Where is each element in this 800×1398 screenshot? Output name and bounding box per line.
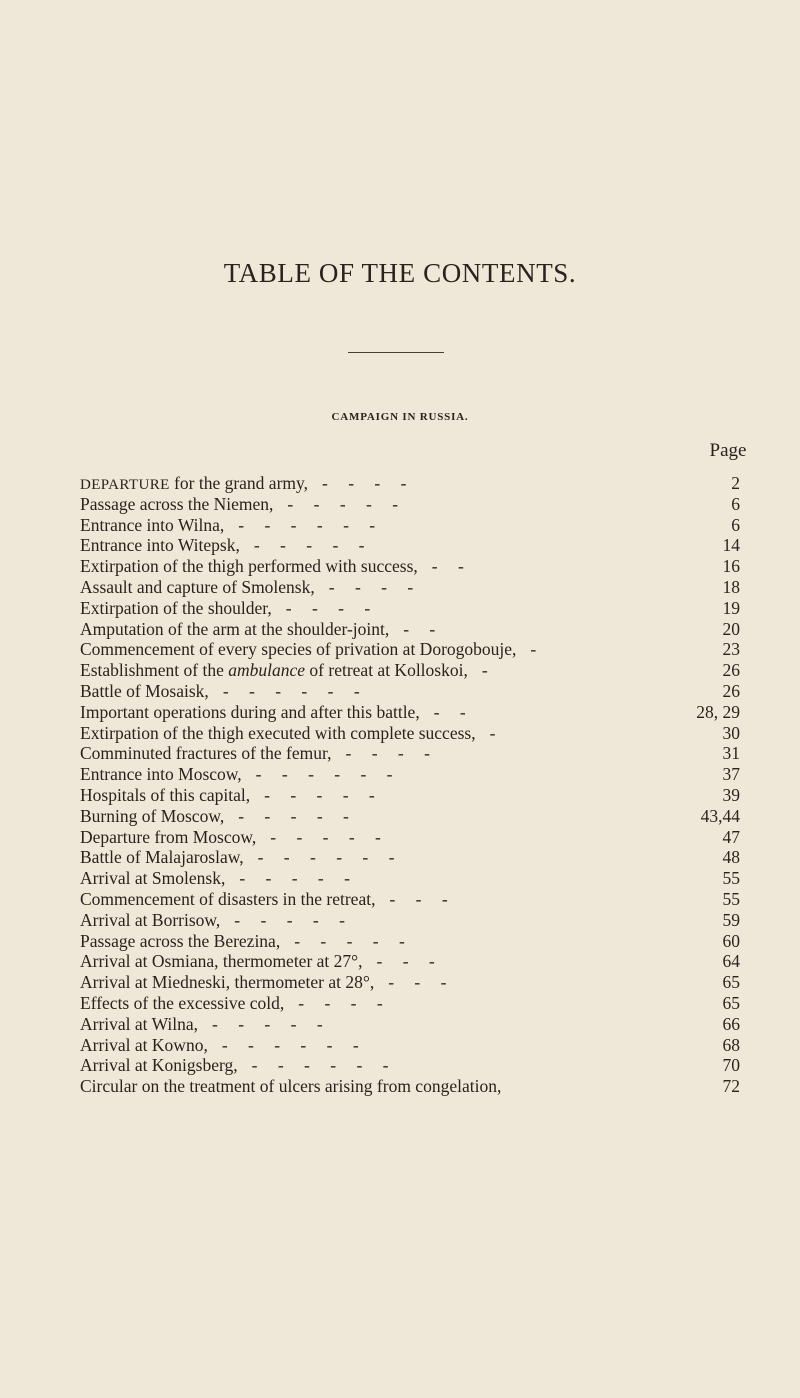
contents-entry (80, 494, 740, 515)
leader-dashes: - - - (389, 888, 456, 909)
entry-title-part: for the grand army, (169, 473, 308, 493)
entry-page-number: 66 (722, 1013, 740, 1034)
contents-entry (80, 702, 740, 723)
entry-title: Effects of the excessive cold, - - - - (80, 992, 391, 1013)
contents-entry (80, 931, 740, 952)
leader-dashes: - - - - - (264, 784, 383, 805)
leader-dashes: - - - - - (212, 1013, 331, 1034)
leader-dashes: - - - - - (253, 535, 373, 556)
entry-page-number: 6 (731, 493, 740, 514)
entry-page-number: 16 (722, 556, 740, 577)
entry-title: Entrance into Witepsk, - - - - - (80, 535, 373, 556)
entry-page-number: 20 (722, 618, 740, 639)
entry-title: Comminuted fractures of the femur, - - - - (80, 743, 438, 764)
contents-entry (80, 993, 740, 1014)
leader-dashes: - - (431, 556, 472, 577)
entry-page-number: 14 (722, 535, 740, 556)
entry-title: Important operations during and after this battle, - - (80, 701, 474, 722)
leader-dashes: - - - - - (287, 493, 407, 514)
entry-page-number: 59 (722, 909, 740, 930)
entry-page-number: 23 (722, 639, 740, 660)
contents-entry (80, 723, 740, 744)
contents-entry (80, 660, 740, 681)
entry-title: Circular on the treatment of ulcers arising from congelation, (80, 1076, 502, 1097)
entry-page-number: 48 (722, 847, 740, 868)
leader-dashes: - (530, 639, 545, 660)
entry-title: Extirpation of the thigh performed with success, - - (80, 556, 472, 577)
entry-page-number: 65 (722, 972, 740, 993)
leader-dashes: - (481, 660, 496, 681)
leader-dashes: - (489, 722, 504, 743)
contents-entry (80, 577, 740, 598)
leader-dashes: - - - - (328, 576, 422, 597)
contents-entry (80, 827, 740, 848)
contents-entry (80, 1055, 740, 1076)
entry-title: Hospitals of this capital, - - - - - (80, 784, 383, 805)
contents-entry (80, 639, 740, 660)
entry-title: Arrival at Wilna, - - - - - (80, 1013, 331, 1034)
entry-page-number: 37 (722, 764, 740, 785)
entry-page-number: 19 (722, 597, 740, 618)
entry-page-number: 70 (722, 1055, 740, 1076)
entry-page-number: 30 (722, 722, 740, 743)
leader-dashes: - - - - (285, 597, 379, 618)
entry-title-part: of retreat at Kolloskoi, (305, 660, 468, 681)
contents-entry (80, 806, 740, 827)
entry-title: Battle of Malajaroslaw, - - - - - - (80, 847, 403, 868)
leader-dashes: - - (403, 618, 444, 639)
leader-dashes: - - - - - - (238, 514, 384, 535)
contents-entry (80, 619, 740, 640)
entry-title-italic: ambulance (228, 660, 306, 681)
entry-title (80, 660, 496, 681)
page-title: TABLE OF THE CONTENTS. (223, 258, 577, 288)
entry-title: Arrival at Borrisow, - - - - - (80, 909, 353, 930)
contents-entry (80, 910, 740, 931)
leader-dashes: - - - - (322, 473, 415, 493)
entry-title: Arrival at Miedneski, thermometer at 28°, - - - (80, 972, 455, 993)
entry-title: Arrival at Osmiana, thermometer at 27°, - - - (80, 951, 443, 972)
entry-title: Entrance into Wilna, - - - - - - (80, 514, 384, 535)
contents-entry (80, 951, 740, 972)
contents-entry (80, 889, 740, 910)
entry-page-number: 31 (722, 743, 740, 764)
entry-title: Burning of Moscow, - - - - - (80, 805, 357, 826)
entry-page-number: 26 (722, 660, 740, 681)
entry-page-number: 2 (731, 473, 740, 493)
entry-title: Battle of Mosaisk, - - - - - - (80, 680, 368, 701)
entry-page-number: 65 (722, 992, 740, 1013)
entry-title: Entrance into Moscow, - - - - - - (80, 764, 401, 785)
contents-entry (80, 1014, 740, 1035)
entry-page-number: 60 (722, 930, 740, 951)
entry-page-number: 68 (722, 1034, 740, 1055)
contents-entry (80, 598, 740, 619)
entry-title-part: Establishment of the (80, 660, 229, 681)
entry-title: Arrival at Konigsberg, - - - - - - (80, 1055, 397, 1076)
contents-entry (80, 556, 740, 577)
contents-entry (80, 868, 740, 889)
title-divider (348, 352, 444, 353)
contents-entry (80, 764, 740, 785)
contents-list (80, 473, 740, 1097)
leader-dashes: - - - - - - (257, 847, 403, 868)
leader-dashes: - - (433, 701, 474, 722)
entry-page-number: 28, 29 (696, 701, 740, 722)
entry-title: Commencement of disasters in the retreat, - - - (80, 888, 456, 909)
contents-entry (80, 1035, 740, 1056)
entry-title: Arrival at Smolensk, - - - - - (80, 868, 358, 889)
entry-title: Passage across the Berezina, - - - - - (80, 930, 413, 951)
entry-page-number: 47 (722, 826, 740, 847)
leader-dashes: - - - - - - (221, 1034, 367, 1055)
section-heading: CAMPAIGN IN RUSSIA. (331, 411, 469, 423)
leader-dashes: - - - - (298, 992, 391, 1013)
entry-page-number: 55 (722, 888, 740, 909)
leader-dashes: - - - - - (234, 909, 353, 930)
contents-entry (80, 847, 740, 868)
page-column-label: Page (709, 440, 747, 461)
leader-dashes: - - - - - (238, 805, 357, 826)
leader-dashes: - - - (388, 972, 455, 993)
entry-page-number: 55 (722, 868, 740, 889)
entry-page-number: 26 (722, 680, 740, 701)
entry-title: Amputation of the arm at the shoulder-joint, - - (80, 618, 444, 639)
contents-entry (80, 681, 740, 702)
leader-dashes: - - - - - - (251, 1055, 397, 1076)
contents-entry (80, 473, 740, 494)
leader-dashes: - - - (376, 951, 443, 972)
entry-title (80, 473, 414, 496)
entry-page-number: 72 (722, 1076, 740, 1097)
contents-entry (80, 785, 740, 806)
entry-title: Departure from Moscow, - - - - - (80, 826, 389, 847)
entry-title: Extirpation of the thigh executed with complete success, - (80, 722, 504, 743)
entry-title-smallcaps: DEPARTURE (80, 477, 170, 493)
leader-dashes: - - - - - (294, 930, 413, 951)
entry-page-number: 6 (731, 514, 740, 535)
leader-dashes: - - - - - - (255, 764, 401, 785)
entry-title: Commencement of every species of privation at Dorogobouje, - (80, 639, 545, 660)
entry-title: Extirpation of the shoulder, - - - - (80, 597, 379, 618)
contents-entry (80, 535, 740, 556)
leader-dashes: - - - - - - (222, 680, 368, 701)
contents-entry (80, 1076, 740, 1097)
entry-page-number: 18 (722, 576, 740, 597)
contents-entry (80, 515, 740, 536)
entry-page-number: 43,44 (700, 805, 740, 826)
entry-title: Arrival at Kowno, - - - - - - (80, 1034, 367, 1055)
leader-dashes: - - - - - (239, 868, 358, 889)
entry-title: Assault and capture of Smolensk, - - - - (80, 576, 422, 597)
entry-title: Passage across the Niemen, - - - - - (80, 493, 407, 514)
leader-dashes: - - - - (345, 743, 438, 764)
contents-entry (80, 743, 740, 764)
entry-page-number: 39 (722, 784, 740, 805)
contents-entry (80, 972, 740, 993)
entry-page-number: 64 (722, 951, 740, 972)
leader-dashes: - - - - - (270, 826, 389, 847)
